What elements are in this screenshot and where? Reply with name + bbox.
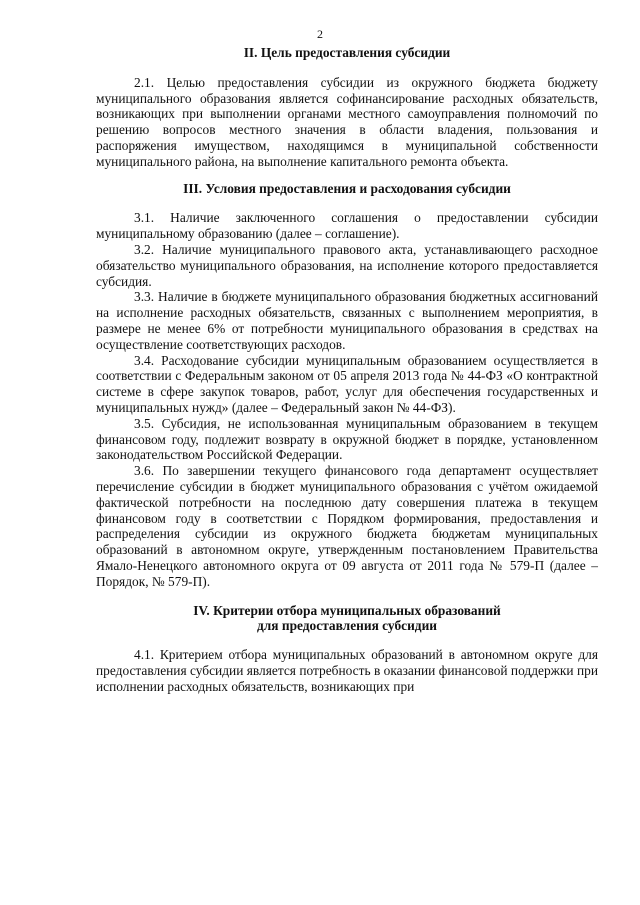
paragraph-3-1: 3.1. Наличие заключенного соглашения о предоставлении субсидии муниципальному образованию (далее – соглашение). — [96, 210, 598, 242]
paragraph-3-5: 3.5. Субсидия, не использованная муниципальным образованием в текущем финансовом году, подлежит возврату в окружной бюджет в порядке, установленном законодательством Российской Федерации. — [96, 415, 598, 463]
section-heading-line: III. Условия предоставления и расходования субсидии — [183, 180, 511, 196]
document-body — [96, 45, 598, 694]
section-heading-4 — [96, 603, 598, 635]
section-heading-2 — [96, 45, 598, 61]
paragraph-3-4: 3.4. Расходование субсидии муниципальным образованием осуществляется в соответствии с Федеральным законом от 05 апреля 2013 года № 44-ФЗ «О контрактной системе в сфере закупок товаров, работ, услуг для обеспечения государственных и муниципальных нужд» (далее – Федеральный закон № 44-ФЗ). — [96, 352, 598, 415]
paragraph-2-1: 2.1. Целью предоставления субсидии из окружного бюджета бюджету муниципального образования является софинансирование расходных обязательств, возникающих при выполнении органами местного самоуправления полномочий по решению вопросов местного значения в области владения, пользования и распоряжения имуществом, находящимся в муниципальной собственности муниципального района, на выполнение капитального ремонта объекта. — [96, 74, 598, 169]
paragraph-4-1: 4.1. Критерием отбора муниципальных образований в автономном округе для предоставления субсидии является потребность в оказании финансовой поддержки при исполнении расходных обязательств, возникающих при — [96, 647, 598, 694]
section-heading-line: II. Цель предоставления субсидии — [243, 45, 451, 60]
section-heading-line: для предоставления субсидии — [256, 618, 438, 634]
paragraph-3-6: 3.6. По завершении текущего финансового года департамент осуществляет перечисление субсидии в бюджет муниципального образования с учётом ожидаемой фактической потребности на последнюю дату совершения платежа в текущем финансовом году в соответствии с Порядком формирования, предоставления и распределения субсидии из окружного бюджета бюджетам муниципальных образований в автономном округе, утвержденным постановлением Правительства Ямало-Ненецкого автономного округа от 09 августа от 2011 года № 579-П (далее – Порядок, № 579-П). — [96, 463, 598, 589]
paragraph-3-2: 3.2. Наличие муниципального правового акта, устанавливающего расходное обязательство муниципального образования, на исполнение которого предоставляется субсидия. — [96, 241, 598, 289]
section-heading-line: IV. Критерии отбора муниципальных образований — [193, 602, 501, 618]
paragraph-3-3: 3.3. Наличие в бюджете муниципального образования бюджетных ассигнований на исполнение расходных обязательств, связанных с выполнением мероприятия, в размере не менее 6% от потребности муниципального образования в средствах на осуществление соответствующих расходов. — [96, 289, 598, 352]
page-number: 2 — [317, 27, 323, 41]
section-heading-3 — [96, 181, 598, 197]
